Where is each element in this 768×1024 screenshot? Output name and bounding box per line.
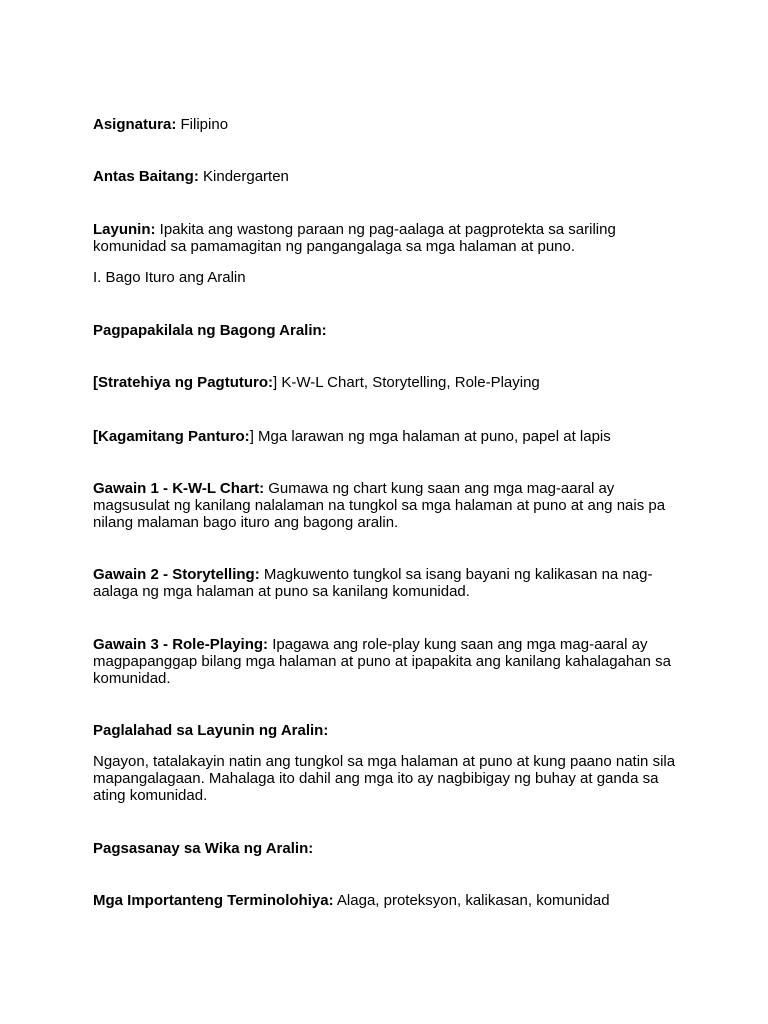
section-heading: I. Bago Ituro ang Aralin <box>93 269 246 286</box>
stratehiya-label: [Stratehiya ng Pagtuturo: <box>93 374 274 391</box>
asignatura-line <box>93 116 683 133</box>
gawain1-label: Gawain 1 - K-W-L Chart: <box>93 480 265 497</box>
gawain3-paragraph <box>93 636 683 687</box>
asignatura-value: Filipino <box>176 116 229 133</box>
layunin-value: Ipakita ang wastong paraan ng pag-aalaga at pagprotekta sa sariling komunidad sa pamamagitan ng pangangalaga sa mga halaman at puno. <box>93 221 616 255</box>
gawain3-label: Gawain 3 - Role-Playing: <box>93 636 269 653</box>
gawain2-label: Gawain 2 - Storytelling: <box>93 566 260 583</box>
stratehiya-value: ] K-W-L Chart, Storytelling, Role-Playing <box>273 374 540 391</box>
layunin-label: Layunin: <box>93 221 156 238</box>
gawain1-paragraph <box>93 480 683 531</box>
pagpapakilala-heading: Pagpapakilala ng Bagong Aralin: <box>93 322 327 339</box>
pagsasanay-heading: Pagsasanay sa Wika ng Aralin: <box>93 840 314 857</box>
kagamitan-value: ] Mga larawan ng mga halaman at puno, papel at lapis <box>249 428 611 445</box>
terminolohiya-line <box>93 892 683 909</box>
antas-value: Kindergarten <box>198 168 289 185</box>
ngayon-paragraph: Ngayon, tatalakayin natin ang tungkol sa mga halaman at puno at kung paano natin sila mapangalagaan. Mahalaga ito dahil ang mga ito ay nagbibigay ng buhay at ganda sa ating komunidad. <box>93 753 676 804</box>
antas-label: Antas Baitang: <box>93 168 199 185</box>
antas-line <box>93 168 683 185</box>
gawain2-value: Magkuwento tungkol sa isang bayani ng kalikasan na nag-aalaga ng mga halaman at puno sa kanilang komunidad. <box>93 566 653 600</box>
gawain2-paragraph <box>93 566 683 600</box>
layunin-paragraph <box>93 221 683 255</box>
gawain1-value: Gumawa ng chart kung saan ang mga mag-aaral ay magsusulat ng kanilang nalalaman na tungkol sa mga halaman at puno at ang nais pa nilang malaman bago ituro ang bagong aralin. <box>93 480 666 531</box>
terminolohiya-label: Mga Importanteng Terminolohiya: <box>93 892 334 909</box>
gawain3-value: Ipagawa ang role-play kung saan ang mga mag-aaral ay magpapanggap bilang mga halaman at puno at ipapakita ang kanilang kahalagahan sa komunidad. <box>93 636 671 687</box>
paglalahad-heading: Paglalahad sa Layunin ng Aralin: <box>93 722 329 739</box>
kagamitan-label: [Kagamitang Panturo: <box>93 428 250 445</box>
stratehiya-line <box>93 374 683 391</box>
terminolohiya-value: Alaga, proteksyon, kalikasan, komunidad <box>333 892 610 909</box>
asignatura-label: Asignatura: <box>93 116 177 133</box>
kagamitan-line <box>93 428 683 445</box>
